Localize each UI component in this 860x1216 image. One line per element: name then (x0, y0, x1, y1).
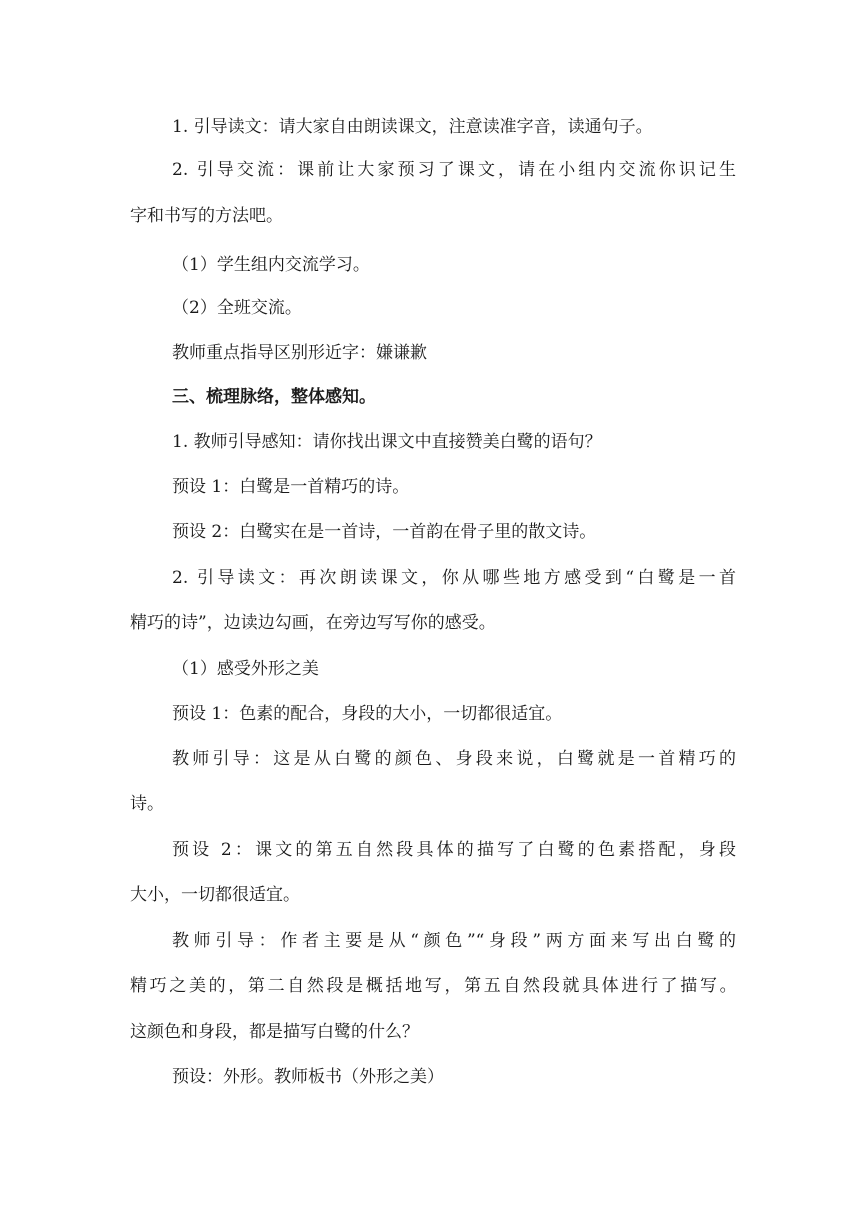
paragraph-line: 教师重点指导区别形近字：嫌谦歉 (172, 343, 427, 363)
paragraph-line: （2）全班交流。 (172, 298, 302, 318)
paragraph-line: 字和书写的方法吧。 (130, 206, 283, 226)
paragraph-line: 1. 教师引导感知：请你找出课文中直接赞美白鹭的语句？ (172, 432, 602, 452)
paragraph-line: 这颜色和身段，都是描写白鹭的什么？ (130, 1022, 419, 1042)
paragraph-line: 1. 引导读文：请大家自由朗读课文，注意读准字音，读通句子。 (172, 117, 653, 137)
paragraph-line: 预设 2：课文的第五自然段具体的描写了白鹭的色素搭配，身段 (172, 840, 736, 860)
paragraph-line: 教师引导：作者主要是从“颜色”“身段”两方面来写出白鹭的 (172, 931, 736, 951)
paragraph-line: 教师引导：这是从白鹭的颜色、身段来说，白鹭就是一首精巧的 (172, 749, 736, 769)
paragraph-line: 预设：外形。教师板书（外形之美） (172, 1067, 444, 1087)
paragraph-line: 大小，一切都很适宜。 (130, 885, 300, 905)
paragraph-line: 诗。 (130, 794, 164, 814)
paragraph-line: 2. 引导交流：课前让大家预习了课文，请在小组内交流你识记生 (172, 160, 736, 180)
paragraph-line: （1）学生组内交流学习。 (172, 255, 370, 275)
paragraph-line: 精巧的诗”，边读边勾画，在旁边写写你的感受。 (130, 613, 496, 633)
paragraph-line: （1）感受外形之美 (172, 659, 319, 679)
section-heading: 三、梳理脉络，整体感知。 (172, 387, 376, 407)
paragraph-line: 精巧之美的，第二自然段是概括地写，第五自然段就具体进行了描写。 (130, 976, 736, 996)
paragraph-line: 预设 2：白鹭实在是一首诗，一首韵在骨子里的散文诗。 (172, 522, 597, 542)
paragraph-line: 预设 1：白鹭是一首精巧的诗。 (172, 477, 410, 497)
paragraph-line: 2. 引导读文：再次朗读课文，你从哪些地方感受到“白鹭是一首 (172, 568, 736, 588)
paragraph-line: 预设 1：色素的配合，身段的大小，一切都很适宜。 (172, 704, 563, 724)
